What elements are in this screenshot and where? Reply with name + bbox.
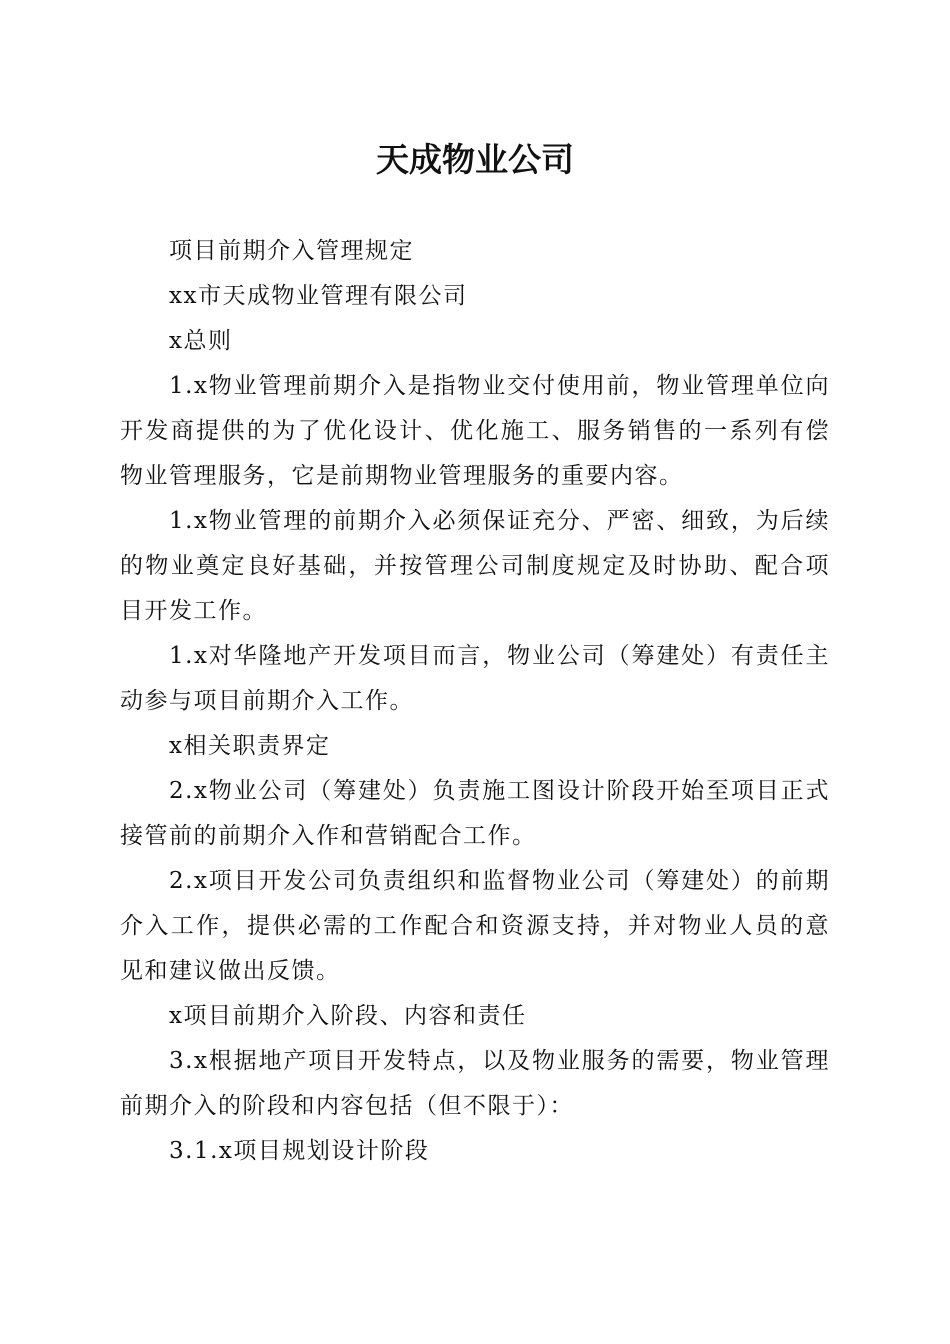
document-title: 天成物业公司 xyxy=(376,140,574,179)
paragraph-3-1-1: 3.1.x项目规划设计阶段 xyxy=(169,1138,430,1164)
document-body xyxy=(120,229,830,1174)
paragraph-2-1: 2.x物业公司（筹建处）负责施工图设计阶段开始至项目正式接管前的前期介入作和营销配合工作。 xyxy=(120,778,830,849)
paragraph-company-name: xx市天成物业管理有限公司 xyxy=(169,283,468,309)
paragraph-1-1: 1.x物业管理前期介入是指物业交付使用前，物业管理单位向开发商提供的为了优化设计、优化施工、服务销售的一系列有偿物业管理服务，它是前期物业管理服务的重要内容。 xyxy=(120,373,830,489)
paragraph-3-1: 3.x根据地产项目开发特点，以及物业服务的需要，物业管理前期介入的阶段和内容包括（但不限于）： xyxy=(120,1048,830,1119)
paragraph-1-3: 1.x对华隆地产开发项目而言，物业公司（筹建处）有责任主动参与项目前期介入工作。 xyxy=(120,643,830,714)
paragraph-1-2: 1.x物业管理的前期介入必须保证充分、严密、细致，为后续的物业奠定良好基础，并按管理公司制度规定及时协助、配合项目开发工作。 xyxy=(120,508,830,624)
section-heading-general: x总则 xyxy=(169,328,233,354)
section-heading-stages: x项目前期介入阶段、内容和责任 xyxy=(169,1003,527,1029)
section-heading-duties: x相关职责界定 xyxy=(169,733,331,759)
paragraph-doc-name: 项目前期介入管理规定 xyxy=(169,238,414,264)
paragraph-2-2: 2.x项目开发公司负责组织和监督物业公司（筹建处）的前期介入工作，提供必需的工作配合和资源支持，并对物业人员的意见和建议做出反馈。 xyxy=(120,868,830,984)
